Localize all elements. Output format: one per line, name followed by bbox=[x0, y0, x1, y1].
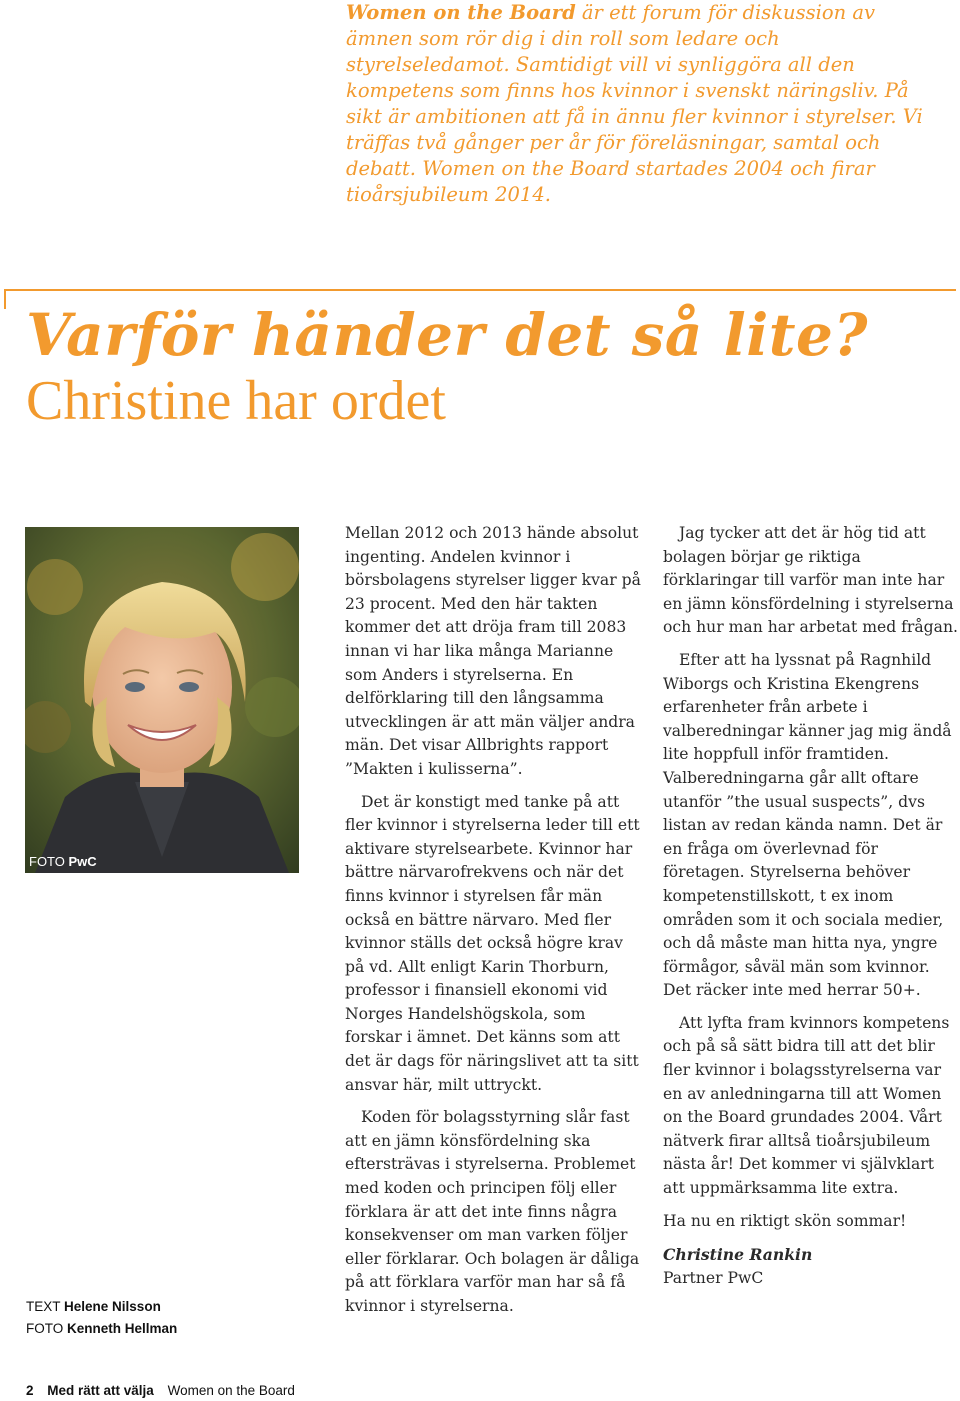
page-number: 2 bbox=[26, 1383, 34, 1398]
body-column-2 bbox=[663, 522, 958, 1299]
section-name: Women on the Board bbox=[167, 1383, 295, 1398]
photo-credit bbox=[29, 854, 97, 869]
article-subhead: Christine har ordet bbox=[26, 370, 446, 432]
paragraph: Efter att ha lyssnat på Ragnhild Wiborgs och Kristina Ekengrens erfarenheter från arbete i valberedningar känner jag mig ändå lite hoppfull inför framtiden. Valberedningarna går allt oftare utanför ”the usual suspects”, dvs listan av redan kända namn. Det är en fråga om överlevnad för företagen. Styrelserna behöver kompetenstillskott, t ex inom områden som it och sociala medier, och då måste man hitta nya, yngre förmågor, såväl män som kvinnor. Det räcker inte med herrar 50+. bbox=[663, 650, 952, 1000]
text-credit-name: Helene Nilsson bbox=[64, 1299, 161, 1314]
intro-body: är ett forum för diskussion av ämnen som rör dig i din roll som ledare och styrelseledamot. Samtidigt vill vi synliggöra all den kompetens som finns hos kvinnor i svenskt näringsliv. På sikt är ambitionen att få in ännu fler kvinnor i styrelser. Vi träffas två gånger per år för föreläsningar, samtal och debatt. Women on the Board startades 2004 och firar tioårsjubileum 2014. bbox=[346, 1, 923, 206]
text-credit-label: TEXT bbox=[26, 1299, 61, 1314]
section-rule bbox=[4, 289, 956, 291]
section-rule-corner bbox=[4, 289, 6, 309]
photo-credit-label: FOTO bbox=[29, 854, 65, 869]
page-footer bbox=[26, 1383, 295, 1398]
portrait-photo bbox=[25, 527, 299, 873]
paragraph: Jag tycker att det är hög tid att bolagen börjar ge riktiga förklaringar till varför man inte har en jämn könsfördelning i styrelserna och hur man har arbetat med frågan. bbox=[663, 524, 958, 637]
paragraph: Det är konstigt med tanke på att fler kvinnor i styrelserna leder till ett aktivare styrelsearbete. Kvinnor har bättre närvarofrekvens och när det finns kvinnor i styrelsen får män också en bättre närvaro. Med fler kvinnor ställs det också högre krav på vd. Allt enligt Karin Thorburn, professor i finansiell ekonomi vid Norges Handelshögskola, som forskar i ämnet. Det känns som att det är dags för näringslivet att ta sitt ansvar här, milt uttryckt. bbox=[345, 792, 640, 1094]
paragraph: Koden för bolagsstyrning slår fast att en jämn könsfördelning ska eftersträvas i styrelserna. Problemet med koden och principen följ eller förklara är att det inte finns några konsekvenser om man varken följer eller förklarar. Och bolagen är dåliga på att förklara varför man har så få kvinnor i styrelserna. bbox=[345, 1108, 640, 1315]
paragraph: Att lyfta fram kvinnors kompetens och på så sätt bidra till att det blir fler kvinnor i bolagsstyrelserna var en av anledningarna till att Women on the Board grundades 2004. Vårt nätverk firar alltså tioårsjubileum nästa år! Det kommer vi självklart att uppmärksamma lite extra. bbox=[663, 1013, 950, 1198]
paragraph: Mellan 2012 och 2013 hände absolut ingenting. Andelen kvinnor i börsbolagens styrelser ligger kvar på 23 procent. Med den här takten kommer det att dröja fram till 2083 innan vi har lika många Marianne som Anders i styrelserna. En delförklaring till den långsamma utvecklingen är att män väljer andra män. Det visar Allbrights rapport ”Makten i kulisserna”. bbox=[345, 524, 641, 778]
body-column-1 bbox=[345, 522, 645, 1328]
closing-line: Ha nu en riktigt skön sommar! bbox=[663, 1211, 907, 1230]
signature-title: Partner PwC bbox=[663, 1268, 764, 1287]
photo-credit-name-2: Kenneth Hellman bbox=[67, 1321, 178, 1336]
intro-lead: Women on the Board bbox=[346, 1, 576, 24]
article-headline: Varför händer det så lite? bbox=[26, 301, 868, 369]
photo-credit-name: PwC bbox=[68, 854, 97, 869]
intro-text bbox=[346, 0, 946, 208]
signature-name: Christine Rankin bbox=[663, 1245, 813, 1265]
portrait-illustration bbox=[25, 527, 299, 873]
magazine-title: Med rätt att välja bbox=[47, 1383, 154, 1398]
article-credits bbox=[26, 1296, 177, 1340]
photo-credit-label-2: FOTO bbox=[26, 1321, 64, 1336]
